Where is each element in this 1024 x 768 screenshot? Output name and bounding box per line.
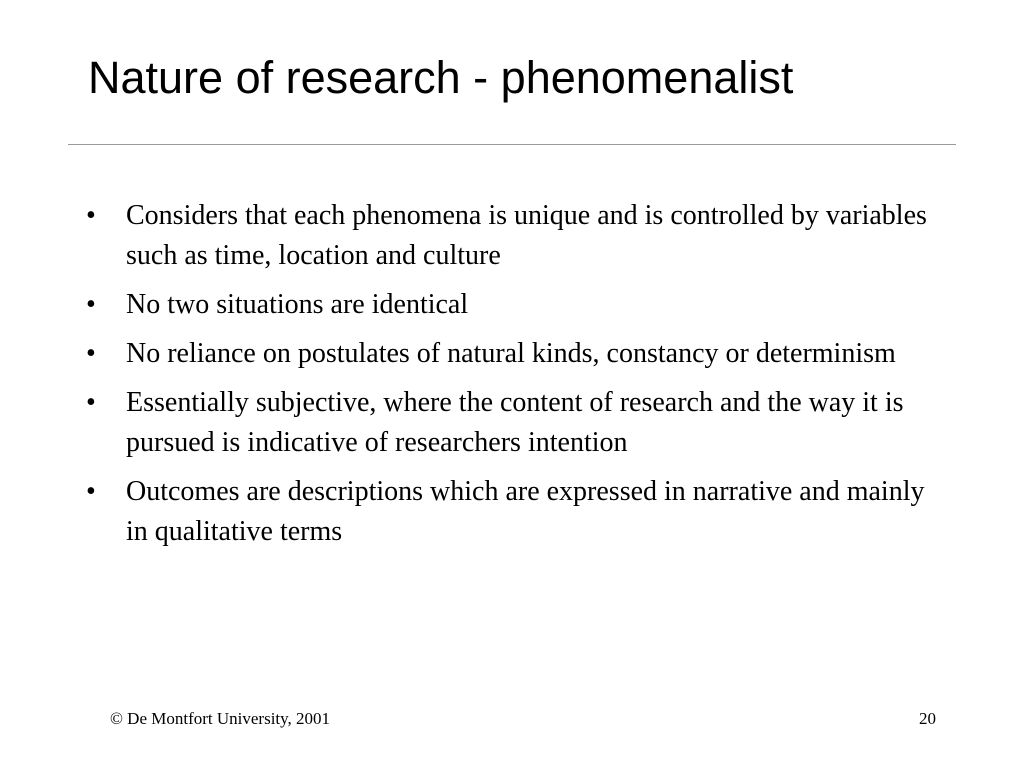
bullet-icon: • — [86, 200, 96, 231]
bullet-text: Outcomes are descriptions which are expressed in narrative and mainly in qualitative terms — [126, 476, 925, 547]
slide-title: Nature of research - phenomenalist — [88, 52, 794, 103]
bullet-icon: • — [86, 387, 96, 418]
footer-copyright: © De Montfort University, 2001 — [110, 709, 331, 728]
bullet-item — [86, 334, 946, 374]
bullet-icon: • — [86, 476, 96, 507]
bullet-icon: • — [86, 289, 96, 320]
title-divider — [68, 144, 956, 145]
bullet-list — [86, 196, 946, 561]
bullet-text: No reliance on postulates of natural kinds, constancy or determinism — [126, 338, 896, 369]
bullet-item — [86, 196, 946, 276]
bullet-text: Considers that each phenomena is unique and is controlled by variables such as time, location and culture — [126, 200, 927, 271]
bullet-text: Essentially subjective, where the content of research and the way it is pursued is indicative of researchers intention — [126, 387, 904, 458]
bullet-item — [86, 285, 946, 325]
bullet-item — [86, 472, 946, 552]
bullet-item — [86, 383, 946, 463]
bullet-text: No two situations are identical — [126, 289, 469, 320]
bullet-icon: • — [86, 338, 96, 369]
footer-page-number: 20 — [919, 709, 936, 728]
